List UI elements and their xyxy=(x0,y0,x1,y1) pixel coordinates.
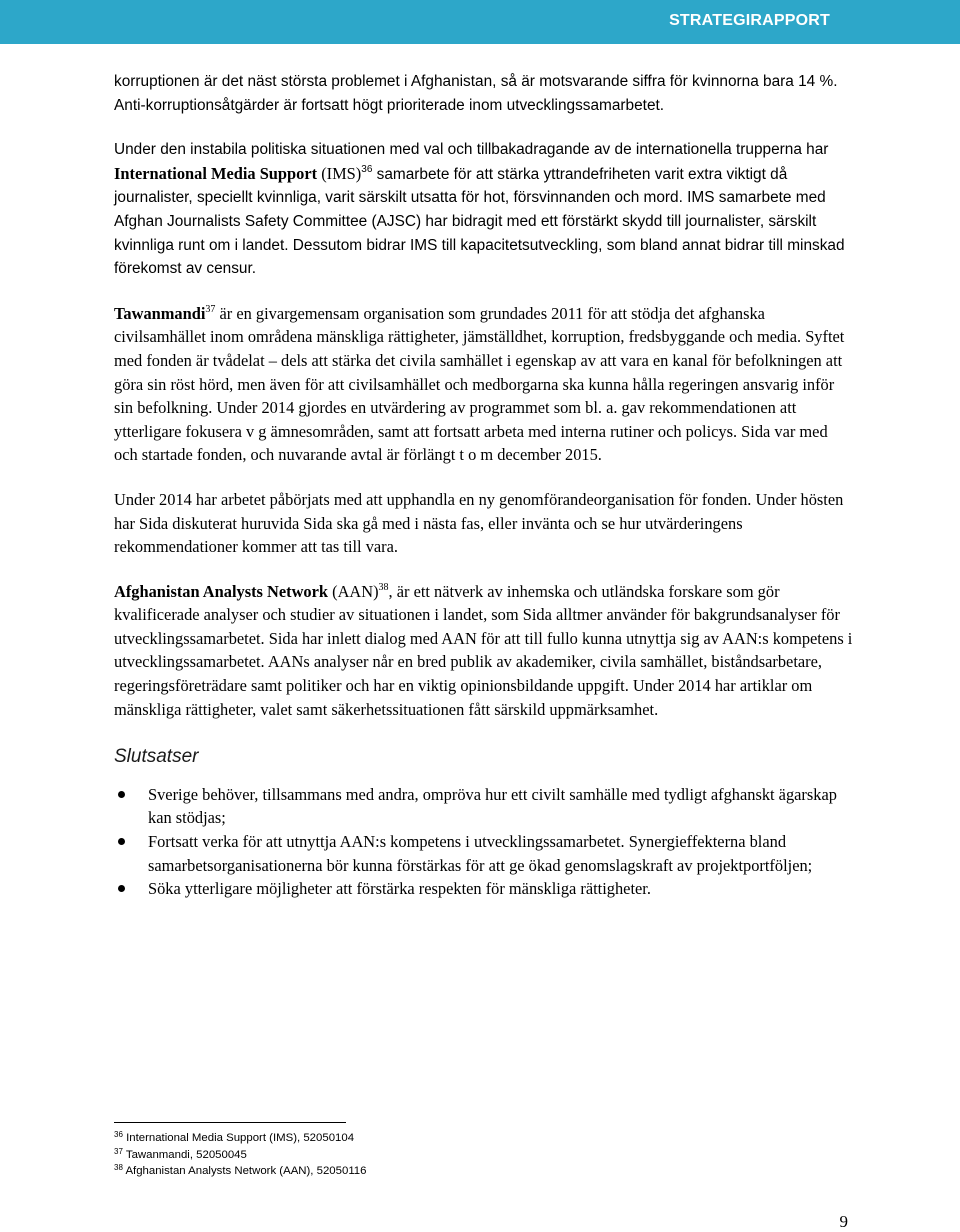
list-item xyxy=(114,783,854,830)
footnote-text: International Media Support (IMS), 52050104 xyxy=(126,1132,355,1144)
section-heading: Slutsatser xyxy=(114,746,199,768)
tawanmandi-name: Tawanmandi xyxy=(114,303,206,323)
footnote-37 xyxy=(114,1147,366,1164)
footnote-number: 37 xyxy=(114,1146,123,1156)
tawanmandi-text: är en givargemensam organisation som grundades 2011 för att stödja det afghanska civilsamhället inom områdena mänskliga rättigheter, jämställdhet, korruption, fredsbyggande och media. Syftet med fonden är tvådelat – dels att stärka det civila samhället i egenskap av att vara en kanal för befolkningen att göra sin röst hörd, men även för att civilsamhället och medborgarna ska kunna hålla regeringen ansvarig inför sin befolkning. Under 2014 gjordes en utvärdering av programmet som bl. a. gav rekommendationen att ytterligare fokusera v g ämnesområden, samt att fortsatt arbeta med interna rutiner och policys. Sida var med och startade fonden, och nuvarande avtal är förlängt t o m december 2015. xyxy=(114,303,845,465)
paragraph-tawanmandi xyxy=(114,302,854,467)
list-item xyxy=(114,830,854,877)
list-item xyxy=(114,877,854,901)
ims-name: International Media Support xyxy=(114,163,318,183)
footnote-divider xyxy=(114,1122,346,1123)
paragraph-procurement: Under 2014 har arbetet påbörjats med att upphandla en ny genomförandeorganisation för fonden. Under hösten har Sida diskuterat huruvida Sida ska gå med i nästa fas, eller invänta och se hur utvärderingens rekommendationer kommer att tas till vara. xyxy=(114,489,844,557)
bullet-text: Söka ytterligare möjligheter att förstärka respekten för mänskliga rättigheter. xyxy=(148,879,651,899)
bullet-text: Sverige behöver, tillsammans med andra, ompröva hur ett civilt samhälle med tydligt afghanskt ägarskap kan stödjas; xyxy=(148,784,837,828)
footnote-text: Afghanistan Analysts Network (AAN), 52050116 xyxy=(125,1165,367,1177)
page-number: 9 xyxy=(839,1212,848,1231)
footnotes xyxy=(114,1130,366,1180)
bullet-icon xyxy=(118,791,125,798)
conclusions-list xyxy=(114,783,854,901)
paragraph-ims xyxy=(114,138,854,281)
footnote-number: 36 xyxy=(114,1130,123,1139)
footnote-ref-37[interactable]: 37 xyxy=(205,303,216,315)
aan-text: , är ett nätverk av inhemska och utländska forskare som gör kvalificerade analyser och studier av situationen i landet, som Sida alltmer använder för bakgrundsanalyser för utvecklingssamarbetet. Sida har inlett dialog med AAN för att till fullo kunna utnyttja sig av AAN:s kompetens i utvecklingssamarbetet. AANs analyser når en bred publik av akademiker, civila samhället, biståndsarbetare, regeringsföreträdare samt politiker och har en viktig opinionsbildande uppgift. Under 2014 har artiklar om mänskliga rättigheter, valet samt säkerhetssituationen fått särskild uppmärksamhet. xyxy=(114,581,853,719)
footnote-38 xyxy=(114,1163,366,1180)
header-title: STRATEGIRAPPORT xyxy=(669,12,830,29)
ims-text-before: Under den instabila politiska situationen med val och tillbakadragande av de internationella trupperna har xyxy=(114,141,829,159)
bullet-icon xyxy=(118,838,125,845)
aan-name: Afghanistan Analysts Network xyxy=(114,581,329,601)
footnote-text: Tawanmandi, 52050045 xyxy=(125,1148,247,1161)
bullet-icon xyxy=(118,885,125,892)
footnote-ref-38[interactable]: 38 xyxy=(378,581,389,593)
ims-text-after: samarbete för att stärka yttrandefriheten varit extra viktigt då journalister, speciellt kvinnliga, varit särskilt utsatta för hot, försvinnanden och mord. IMS samarbete med Afghan Journalists Safety Committee (AJSC) har bidragit med ett förstärkt skydd till journalister, särskilt kvinnliga runt om i landet. Dessutom bidrar IMS till kapacitetsutveckling, som bland annat bidrar till minskad förekomst av censur. xyxy=(114,165,845,278)
ims-abbrev: (IMS) xyxy=(317,163,362,183)
footnote-number: 38 xyxy=(114,1163,123,1172)
paragraph-aan xyxy=(114,580,854,722)
paragraph-corruption: korruptionen är det näst största problemet i Afghanistan, så är motsvarande siffra för kvinnorna bara 14 %. Anti-korruptionsåtgärder är fortsatt högt prioriterade inom utvecklingssamarbetet. xyxy=(114,73,838,114)
main-content xyxy=(114,70,854,901)
bullet-text: Fortsatt verka för att utnyttja AAN:s kompetens i utvecklingssamarbetet. Synergieffekterna bland samarbetsorganisationerna bör kunna förstärkas för att ge ökad genomslagskraft av projektportföljen; xyxy=(148,832,813,875)
footnote-36 xyxy=(114,1130,366,1147)
footnote-ref-36[interactable]: 36 xyxy=(361,163,373,175)
aan-abbrev: (AAN) xyxy=(328,581,379,601)
